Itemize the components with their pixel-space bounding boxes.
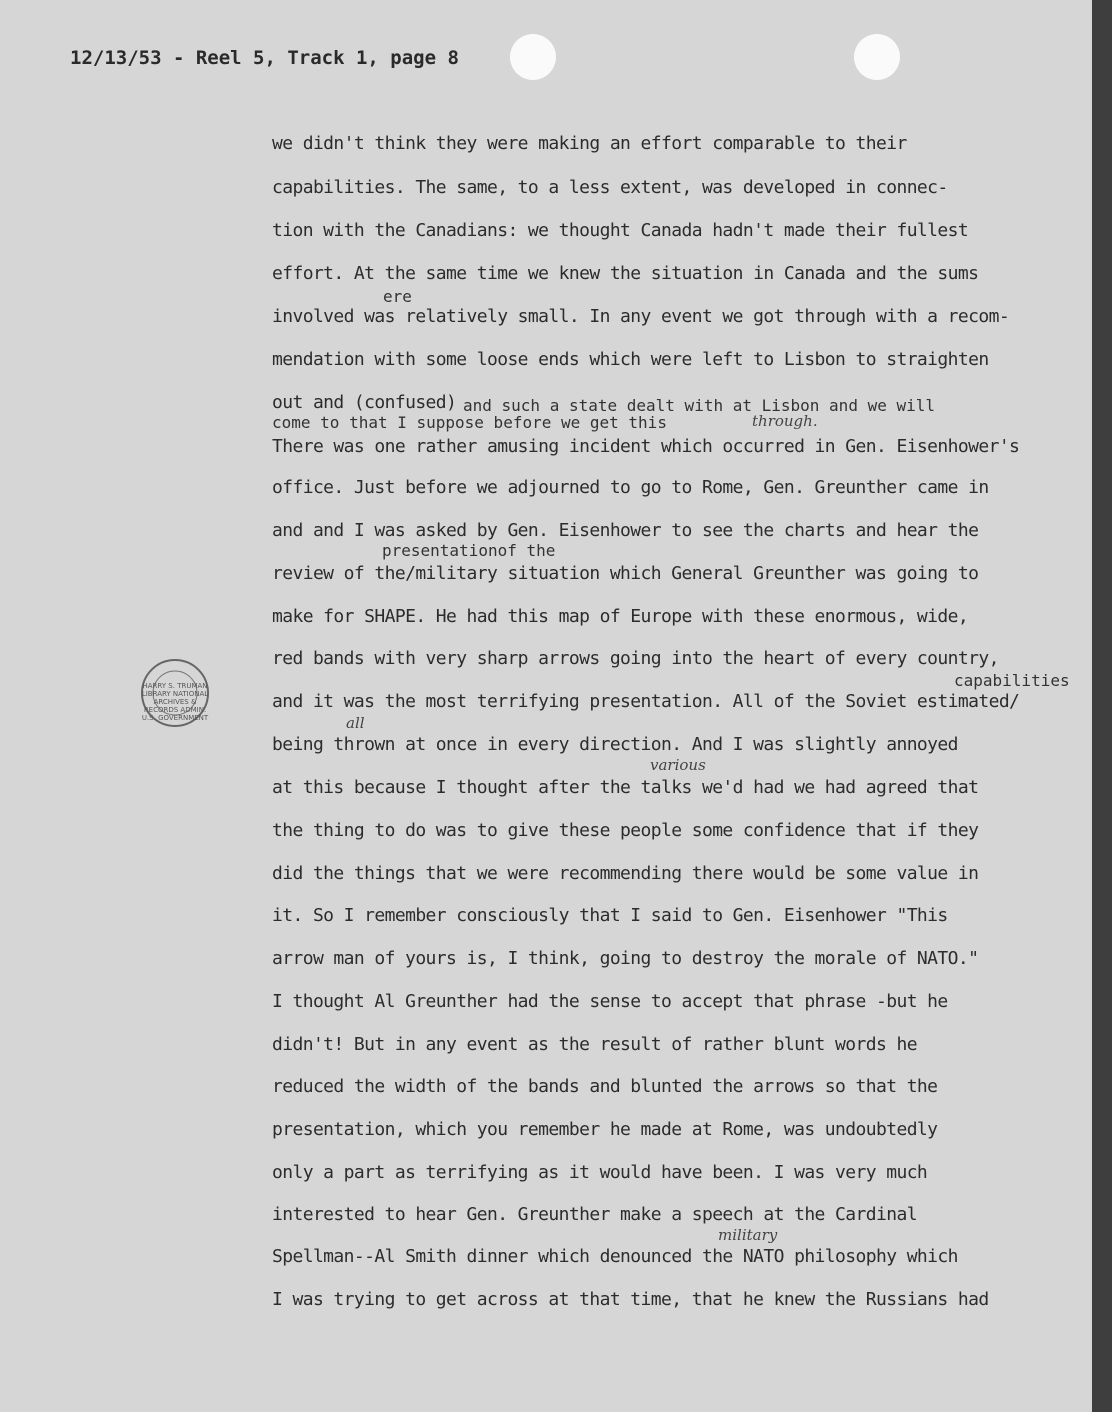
typed-insertion: and such a state dealt with at Lisbon and we will [463, 396, 936, 415]
punch-hole [854, 34, 900, 80]
text-line: and it was the most terrifying presentation. All of the Soviet estimated/ [272, 691, 1020, 712]
text-line: the thing to do was to give these people some confidence that if they [272, 820, 979, 841]
text-line: presentation, which you remember he made at Rome, was undoubtedly [272, 1119, 938, 1140]
handwritten-insertion: through. [752, 412, 818, 430]
stamp-text: HARRY S. TRUMAN LIBRARY NATIONAL ARCHIVES & RECORDS ADMIN. U.S. GOVERNMENT [141, 682, 209, 722]
handwritten-insertion: military [718, 1226, 778, 1244]
text-line: it. So I remember consciously that I said to Gen. Eisenhower "This [272, 905, 948, 926]
handwritten-insertion: all [346, 714, 365, 732]
text-line: effort. At the same time we knew the situation in Canada and the sums [272, 263, 979, 284]
text-line: didn't! But in any event as the result of rather blunt words he [272, 1034, 917, 1055]
text-line: involved was relatively small. In any event we got through with a recom- [272, 306, 1010, 327]
text-line: out and (confused) [272, 392, 457, 413]
typed-insertion: come to that I suppose before we get this [272, 413, 667, 432]
text-line: we didn't think they were making an effort comparable to their [272, 133, 907, 154]
text-line: did the things that we were recommending there would be some value in [272, 863, 979, 884]
text-line: mendation with some loose ends which were left to Lisbon to straighten [272, 349, 989, 370]
text-line: red bands with very sharp arrows going into the heart of every country, [272, 648, 999, 669]
text-line: Spellman--Al Smith dinner which denounced the NATO philosophy which [272, 1246, 958, 1267]
text-line: only a part as terrifying as it would have been. I was very much [272, 1162, 928, 1183]
handwritten-insertion: various [650, 756, 706, 774]
typed-insertion: ere [383, 287, 412, 306]
text-line: There was one rather amusing incident which occurred in Gen. Eisenhower's [272, 436, 1020, 457]
typed-insertion: presentationof the [382, 541, 556, 560]
text-line: I was trying to get across at that time, that he knew the Russians had [272, 1289, 989, 1310]
punch-hole [510, 34, 556, 80]
archive-stamp [140, 658, 210, 728]
text-line: at this because I thought after the talks we'd had we had agreed that [272, 777, 979, 798]
text-line: office. Just before we adjourned to go to Rome, Gen. Greunther came in [272, 477, 989, 498]
text-line: and and I was asked by Gen. Eisenhower to see the charts and hear the [272, 520, 979, 541]
text-line: interested to hear Gen. Greunther make a speech at the Cardinal [272, 1204, 917, 1225]
text-line: arrow man of yours is, I think, going to destroy the morale of NATO." [272, 948, 979, 969]
scan-edge [1092, 0, 1112, 1412]
page-header: 12/13/53 - Reel 5, Track 1, page 8 [70, 47, 459, 69]
text-line: reduced the width of the bands and blunted the arrows so that the [272, 1076, 938, 1097]
text-line: being thrown at once in every direction. And I was slightly annoyed [272, 734, 958, 755]
typed-insertion: capabilities [954, 671, 1070, 690]
text-line: make for SHAPE. He had this map of Europe with these enormous, wide, [272, 606, 969, 627]
text-line: tion with the Canadians: we thought Canada hadn't made their fullest [272, 220, 969, 241]
text-line: I thought Al Greunther had the sense to accept that phrase -but he [272, 991, 948, 1012]
text-line: capabilities. The same, to a less extent, was developed in connec- [272, 177, 948, 198]
text-line: review of the/military situation which General Greunther was going to [272, 563, 979, 584]
